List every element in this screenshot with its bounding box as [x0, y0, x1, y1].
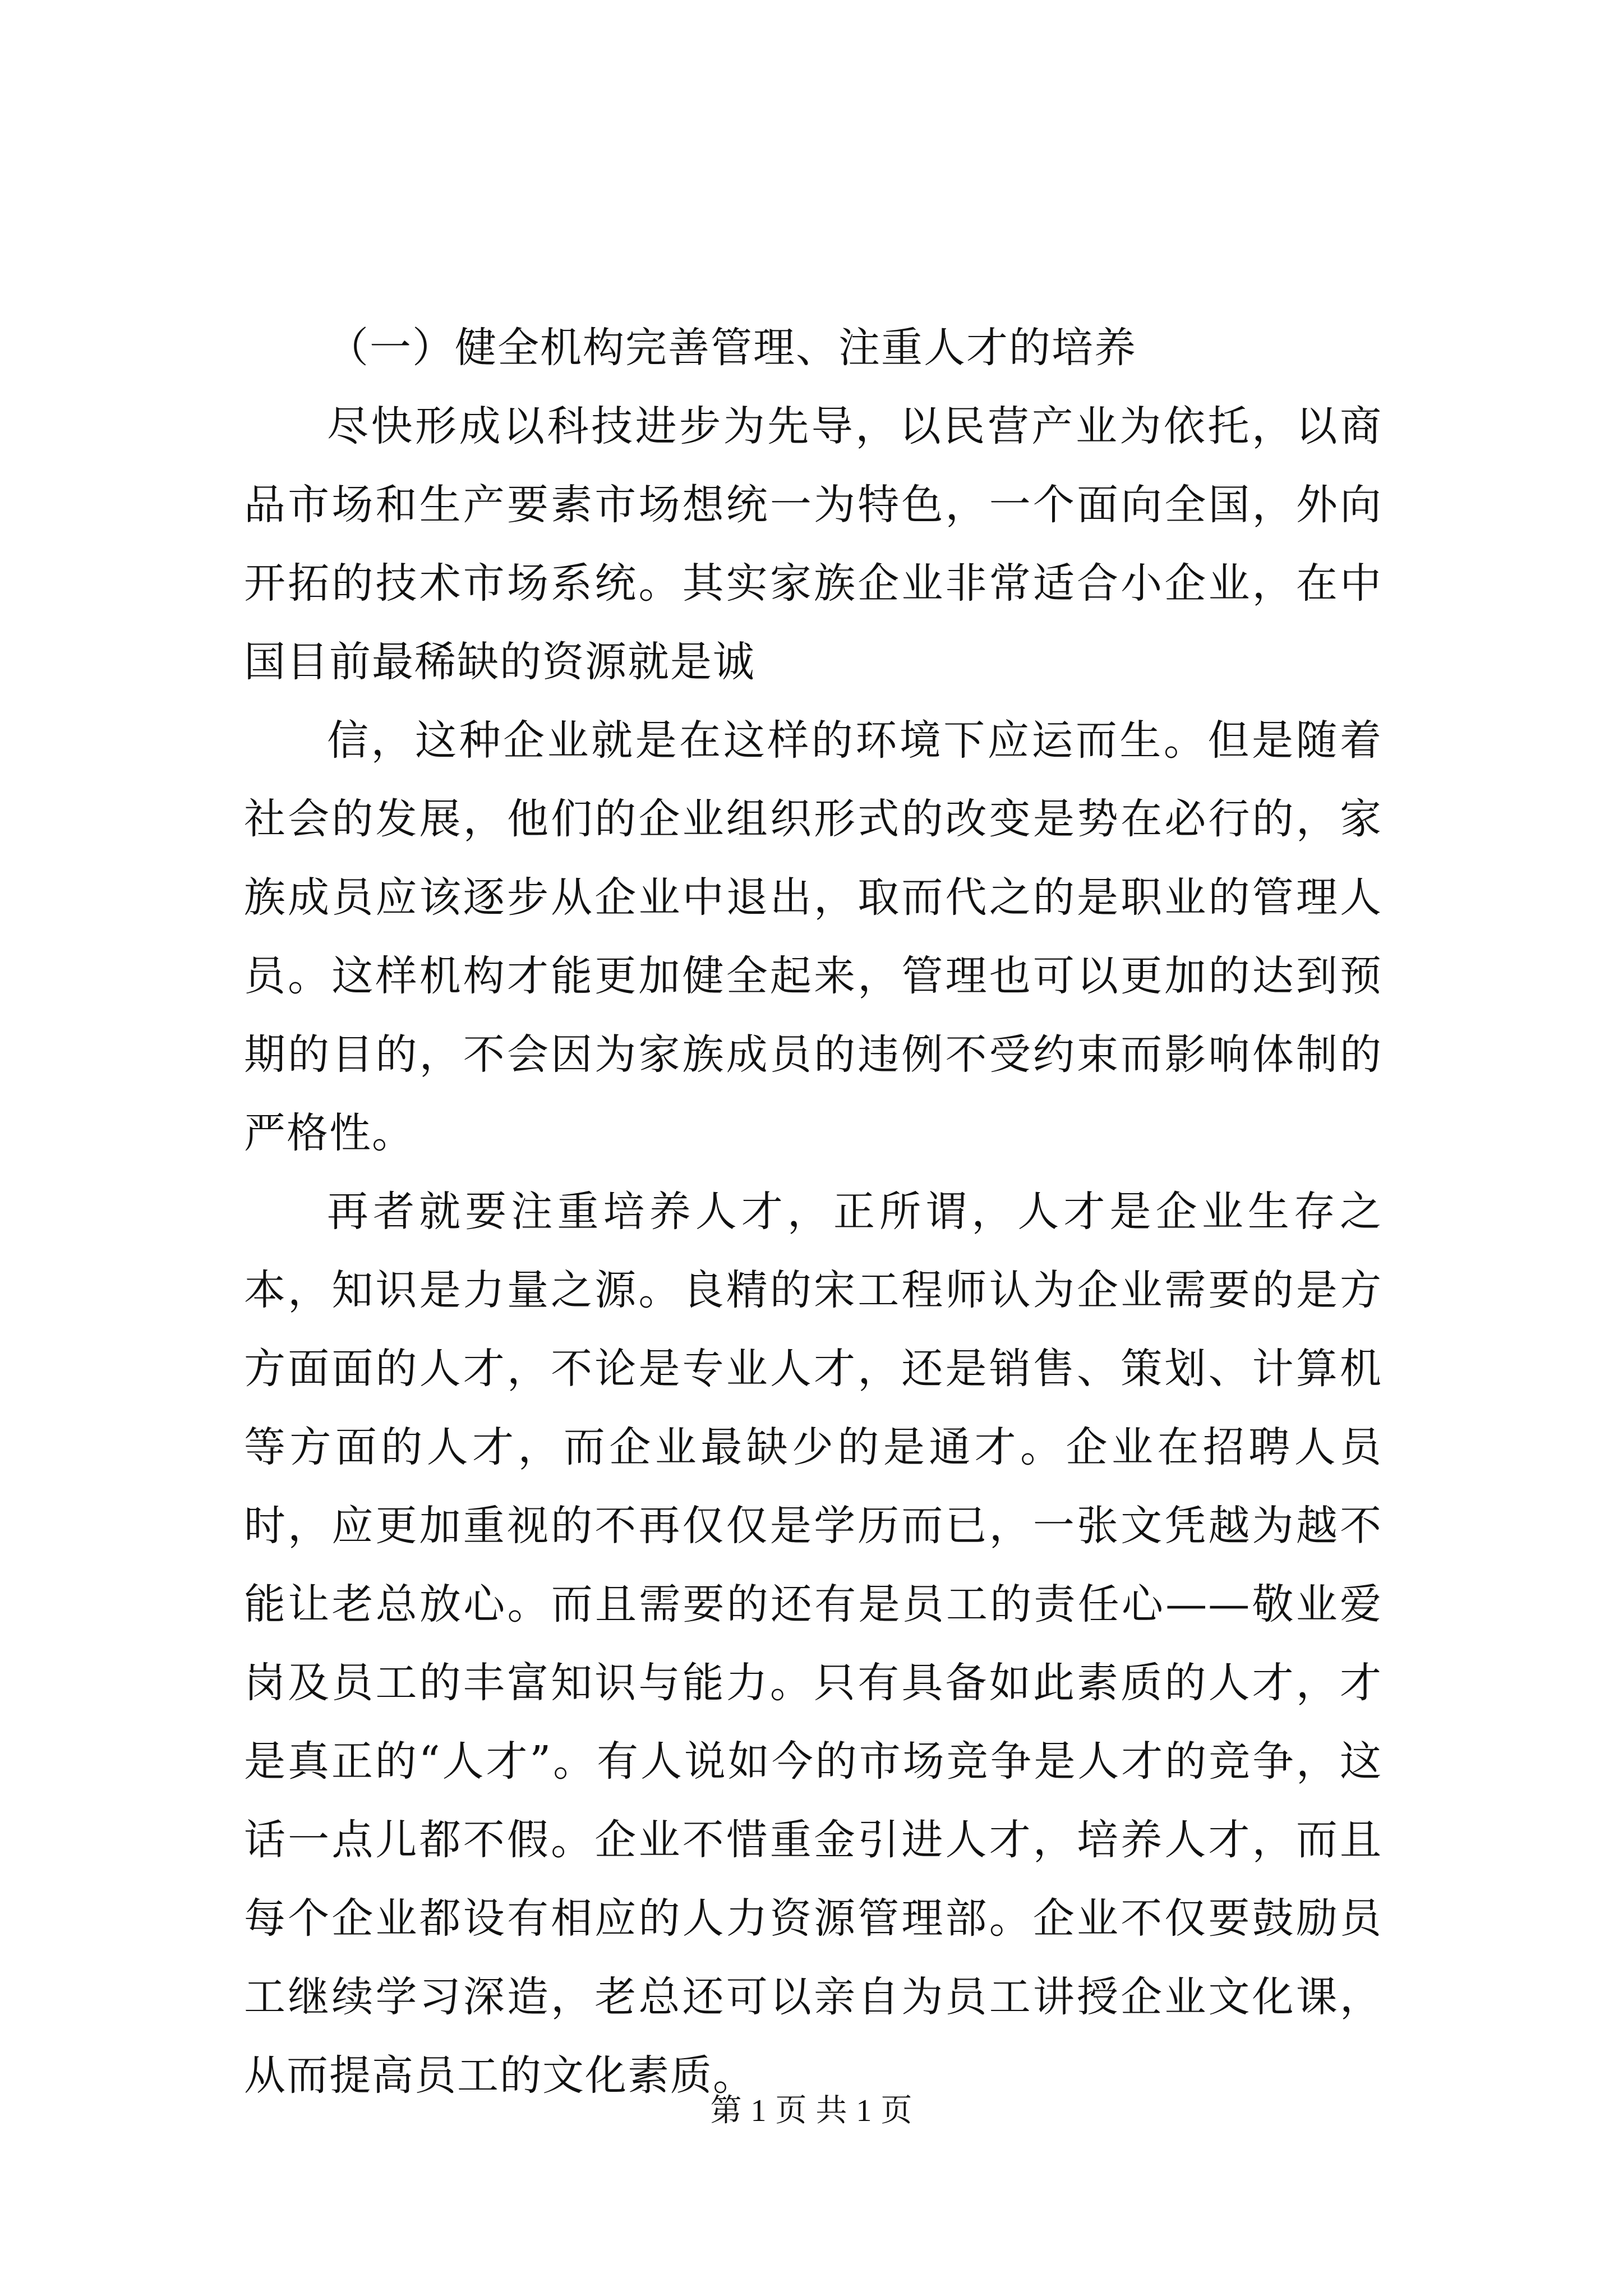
paragraph-3: 再者就要注重培养人才，正所谓，人才是企业生存之本，知识是力量之源。良精的宋工程师认为企业需要的是方方面面的人才，不论是专业人才，还是销售、策划、计算机等方面的人才，而企业最缺少的是通才。企业在招聘人员时，应更加重视的不再仅仅是学历而已，一张文凭越为越不能让老总放心。而且需要的还有是员工的责任心——敬业爱岗及员工的丰富知识与能力。只有具备如此素质的人才，才是真正的“人才”。有人说如今的市场竞争是人才的竞争，这话一点儿都不假。企业不惜重金引进人才，培养人才，而且每个企业都设有相应的人力资源管理部。企业不仅要鼓励员工继续学习深造，老总还可以亲自为员工讲授企业文化课，从而提高员工的文化素质。 [244, 1188, 1382, 2100]
page-footer: 第 1 页 共 1 页 [710, 2093, 913, 2128]
section-heading: （一）健全机构完善管理、注重人才的培养 [327, 324, 1137, 372]
document-body [244, 309, 1382, 2115]
paragraph-1: 尽快形成以科技进步为先导，以民营产业为依托，以商品市场和生产要素市场想统一为特色，一个面向全国，外向开拓的技术市场系统。其实家族企业非常适合小企业，在中国目前最稀缺的资源就是诚 [244, 402, 1382, 686]
paragraph-2: 信，这种企业就是在这样的环境下应运而生。但是随着社会的发展，他们的企业组织形式的改变是势在必行的，家族成员应该逐步从企业中退出，取而代之的是职业的管理人员。这样机构才能更加健全起来，管理也可以更加的达到预期的目的，不会因为家族成员的违例不受约束而影响体制的严格性。 [244, 716, 1382, 1157]
